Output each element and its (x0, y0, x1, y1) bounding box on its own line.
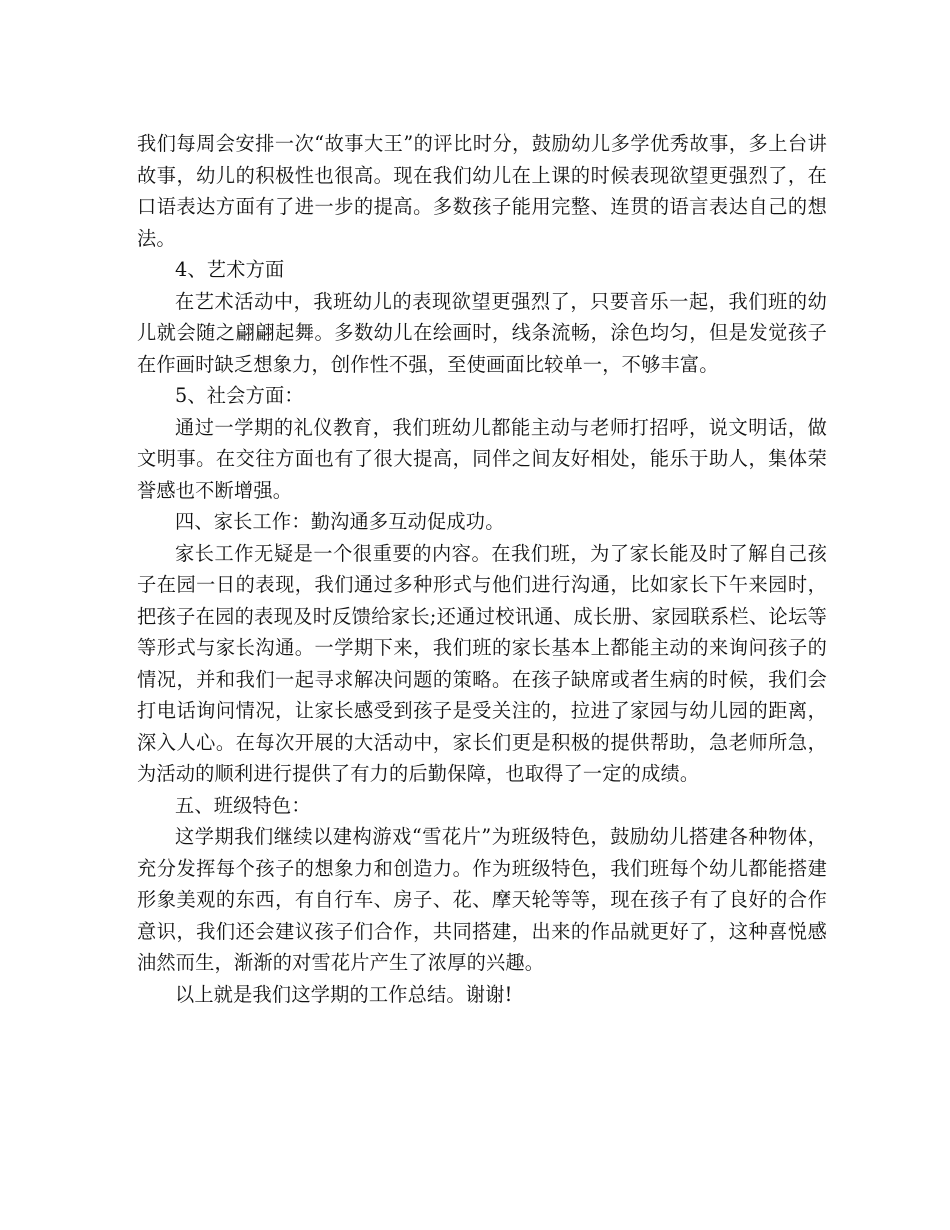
paragraph-social: 通过一学期的礼仪教育，我们班幼儿都能主动与老师打招呼，说文明话，做文明事。在交往方面也有了很大提高，同伴之间友好相处，能乐于助人，集体荣誉感也不断增强。 (137, 415, 827, 502)
paragraph-storytelling: 我们每周会安排一次“故事大王”的评比时分，鼓励幼儿多学优秀故事，多上台讲故事，幼儿的积极性也很高。现在我们幼儿在上课的时候表现欲望更强烈了，在口语表达方面有了进一步的提高。多数孩子能用完整、连贯的语言表达自己的想法。 (137, 132, 827, 250)
paragraph-conclusion: 以上就是我们这学期的工作总结。谢谢! (175, 982, 513, 1006)
document-body (137, 128, 827, 1010)
paragraph-parent-work: 家长工作无疑是一个很重要的内容。在我们班，为了家长能及时了解自己孩子在园一日的表现，我们通过多种形式与他们进行沟通，比如家长下午来园时，把孩子在园的表现及时反馈给家长;还通过校讯通、成长册、家园联系栏、论坛等等形式与家长沟通。一学期下来，我们班的家长基本上都能主动的来询问孩子的情况，并和我们一起寻求解决问题的策略。在孩子缺席或者生病的时候，我们会打电话询问情况，让家长感受到孩子是受关注的，拉进了家园与幼儿园的距离，深入人心。在每次开展的大活动中，家长们更是积极的提供帮助，急老师所急，为活动的顺利进行提供了有力的后勤保障，也取得了一定的成绩。 (137, 541, 827, 785)
section-heading-class-feature: 五、班级特色： (175, 793, 311, 817)
paragraph-art: 在艺术活动中，我班幼儿的表现欲望更强烈了，只要音乐一起，我们班的幼儿就会随之翩翩起舞。多数幼儿在绘画时，线条流畅，涂色均匀，但是发觉孩子在作画时缺乏想象力，创作性不强，至使画面比较单一，不够丰富。 (137, 289, 827, 376)
section-heading-parent-work: 四、家长工作：勤沟通多互动促成功。 (175, 510, 505, 533)
section-heading-social: 5、社会方面： (175, 384, 304, 407)
section-heading-art: 4、艺术方面 (175, 258, 285, 281)
paragraph-class-feature: 这学期我们继续以建构游戏“雪花片”为班级特色，鼓励幼儿搭建各种物体，充分发挥每个孩子的想象力和创造力。作为班级特色，我们班每个幼儿都能搭建形象美观的东西，有自行车、房子、花、摩天轮等等，现在孩子有了良好的合作意识，我们还会建议孩子们合作，共同搭建，出来的作品就更好了，这种喜悦感油然而生，渐渐的对雪花片产生了浓厚的兴趣。 (137, 825, 827, 974)
